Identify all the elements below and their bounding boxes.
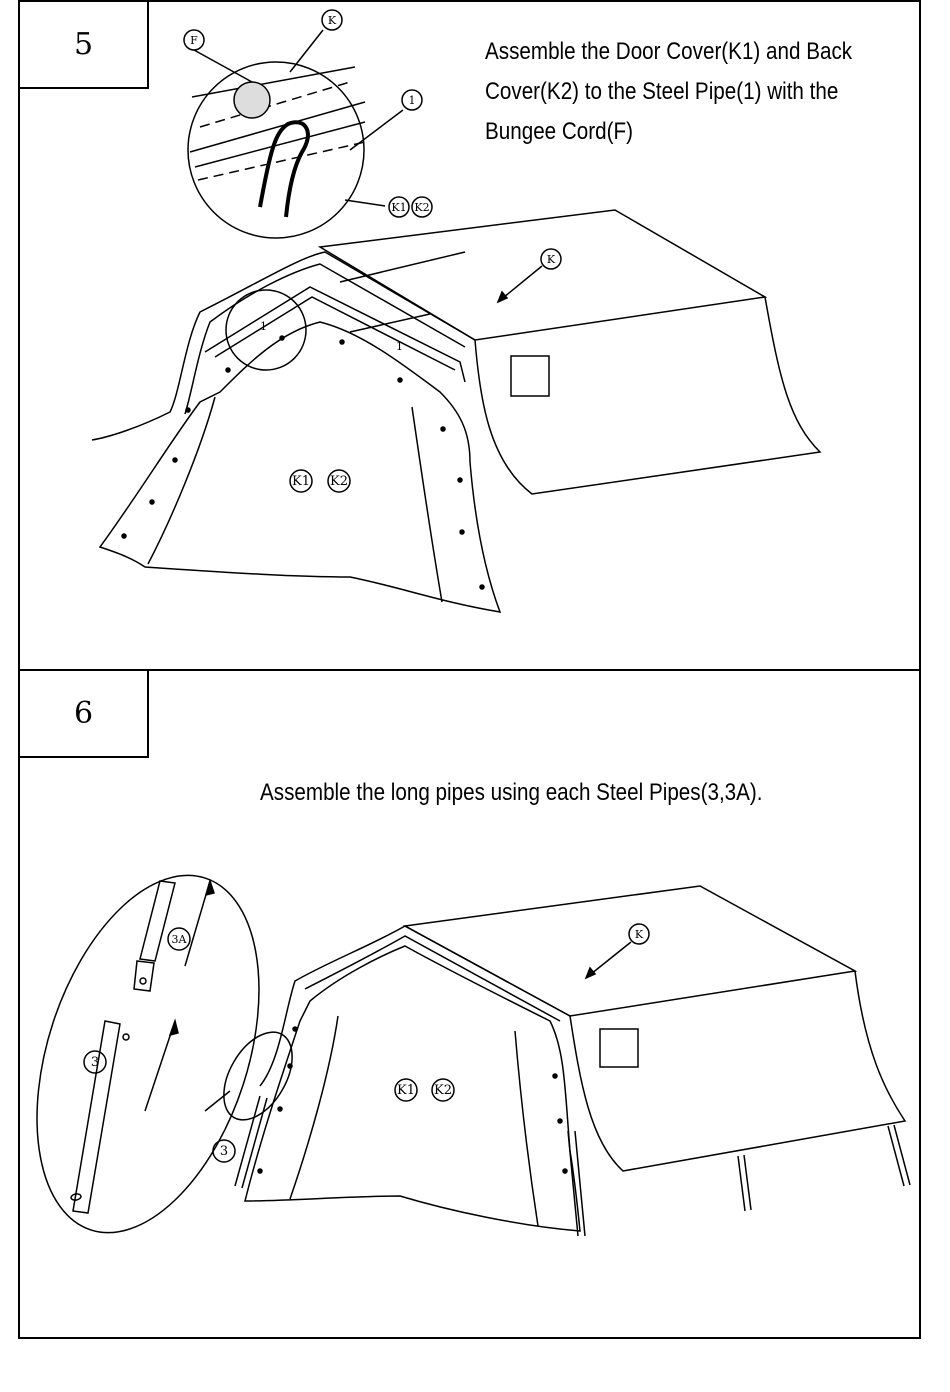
bungee-detail-magnifier [188, 30, 403, 238]
step-5-illustration [20, 2, 923, 673]
step-instruction: Assemble the Door Cover(K1) and Back Cover(K2) to the Steel Pipe(1) with the Bungee Cord(F) [485, 38, 853, 145]
callout-1 [402, 90, 422, 110]
svg-text:1: 1 [408, 94, 416, 107]
svg-text:K: K [546, 253, 556, 266]
callout-k1-k2-door [395, 1079, 454, 1101]
step-number: 6 [73, 696, 94, 731]
window-icon [600, 1029, 638, 1067]
svg-text:1: 1 [260, 320, 267, 333]
step-6-illustration [20, 671, 923, 1341]
step-5-panel [18, 0, 921, 671]
svg-text:K1: K1 [292, 474, 310, 489]
callout-f [184, 30, 204, 50]
callout-k-roof [541, 249, 561, 269]
shelter-drawing [205, 886, 910, 1236]
pipe-detail-ellipse [20, 847, 300, 1261]
callout-3-leg [213, 1140, 235, 1162]
svg-text:3A: 3A [171, 933, 187, 946]
svg-text:3: 3 [90, 1055, 100, 1070]
callout-3a [168, 928, 190, 950]
step-instruction: Assemble the long pipes using each Steel Pipes(3,3A). [260, 779, 763, 806]
detail-ring [210, 1020, 306, 1131]
callout-k-roof [629, 924, 649, 944]
svg-text:K: K [327, 14, 337, 27]
callout-k1-k2-detail [389, 197, 432, 217]
svg-text:K: K [634, 928, 644, 941]
svg-text:K2: K2 [414, 201, 430, 214]
svg-text:K2: K2 [434, 1083, 452, 1098]
step-number: 5 [73, 27, 94, 62]
svg-text:1: 1 [396, 340, 403, 353]
shelter-drawing [92, 210, 820, 612]
step-6-panel [18, 669, 921, 1339]
bungee-ball-icon [234, 82, 270, 118]
svg-text:K1: K1 [397, 1083, 415, 1098]
svg-text:K2: K2 [330, 474, 348, 489]
callout-k1-k2-door [290, 470, 350, 492]
svg-text:3: 3 [219, 1144, 229, 1159]
window-icon [511, 356, 549, 396]
callout-3-detail [84, 1051, 106, 1073]
callout-k [322, 10, 342, 30]
svg-text:K1: K1 [391, 201, 407, 214]
svg-text:F: F [190, 34, 198, 47]
